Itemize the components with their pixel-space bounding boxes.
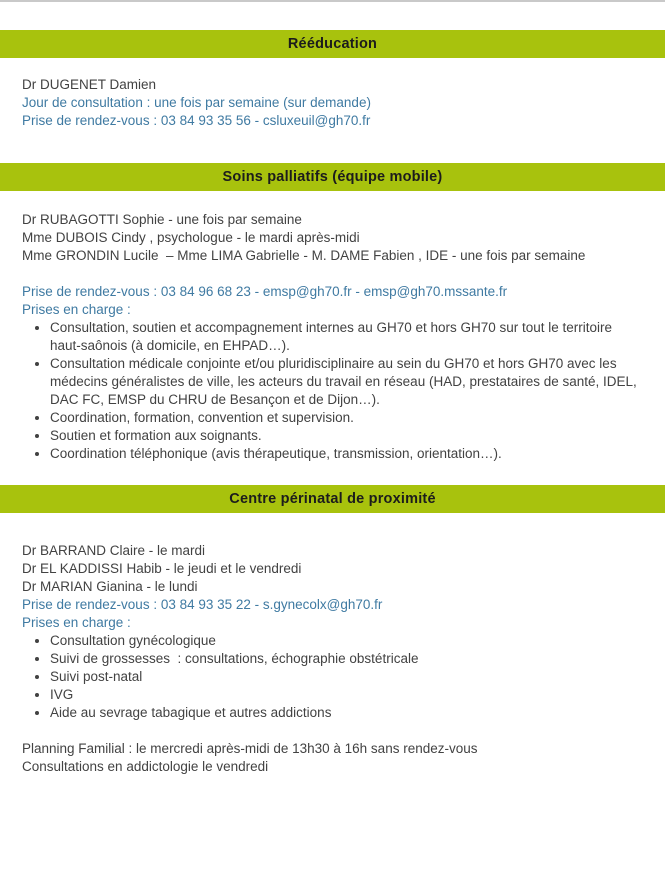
staff-line: Mme GRONDIN Lucile – Mme LIMA Gabrielle - M. DAME Fabien , IDE - une fois par semaine	[22, 248, 586, 263]
top-divider	[0, 0, 665, 2]
bullet-item: • Consultation, soutien et accompagnement internes au GH70 et hors GH70 sur tout le territoire haut-saônois (à domicile, en EHPAD…).	[50, 319, 640, 355]
footer-line: Planning Familial : le mercredi après-midi de 13h30 à 16h sans rendez-vous	[22, 741, 478, 756]
bullet-item: • IVG	[50, 686, 640, 704]
care-label-line: Prises en charge :	[22, 615, 131, 630]
staff-line: Dr EL KADDISSI Habib - le jeudi et le vendredi	[22, 561, 302, 576]
centre-perinatal-footer	[22, 740, 640, 776]
bullet-item: • Coordination téléphonique (avis thérapeutique, transmission, orientation…).	[50, 445, 640, 463]
bullet-item: • Soutien et formation aux soignants.	[50, 427, 640, 445]
appointment-line: Prise de rendez-vous : 03 84 93 35 56 - csluxeuil@gh70.fr	[22, 113, 371, 128]
bullet-item: • Suivi de grossesses : consultations, échographie obstétricale	[50, 650, 640, 668]
section-reeducation-content	[22, 76, 640, 130]
section-title: Rééducation	[287, 36, 378, 52]
section-title: Soins palliatifs (équipe mobile)	[222, 169, 443, 185]
section-soins-palliatifs-contact	[22, 283, 640, 319]
staff-line: Dr RUBAGOTTI Sophie - une fois par semaine	[22, 212, 302, 227]
staff-line: Mme DUBOIS Cindy , psychologue - le mardi après-midi	[22, 230, 360, 245]
staff-line: Dr MARIAN Gianina - le lundi	[22, 579, 198, 594]
bullet-item: • Suivi post-natal	[50, 668, 640, 686]
bullet-item: • Consultation gynécologique	[50, 632, 640, 650]
section-header-reeducation	[0, 30, 665, 58]
footer-line: Consultations en addictologie le vendredi	[22, 759, 269, 774]
staff-line: Dr DUGENET Damien	[22, 77, 157, 92]
bullet-item: • Aide au sevrage tabagique et autres addictions	[50, 704, 640, 722]
section-centre-perinatal-staff	[22, 542, 640, 632]
bullet-item: • Coordination, formation, convention et supervision.	[50, 409, 640, 427]
section-header-soins-palliatifs	[0, 163, 665, 191]
section-header-centre-perinatal	[0, 485, 665, 513]
appointment-line: Prise de rendez-vous : 03 84 96 68 23 - emsp@gh70.fr - emsp@gh70.mssante.fr	[22, 284, 508, 299]
appointment-line: Prise de rendez-vous : 03 84 93 35 22 - s.gynecolx@gh70.fr	[22, 597, 383, 612]
bullet-item: • Consultation médicale conjointe et/ou pluridisciplinaire au sein du GH70 et hors GH70 avec les médecins généralistes de ville, les acteurs du travail en réseau (HAD, prestataires de santé, IDEL, DAC FC, EMSP du CHRU de Besançon et de Dijon…).	[50, 355, 640, 409]
consultation-day-line: Jour de consultation : une fois par semaine (sur demande)	[22, 95, 371, 110]
staff-line: Dr BARRAND Claire - le mardi	[22, 543, 206, 558]
soins-palliatifs-bullet-list	[22, 319, 640, 463]
care-label-line: Prises en charge :	[22, 302, 131, 317]
section-soins-palliatifs-staff	[22, 211, 640, 265]
section-title: Centre périnatal de proximité	[229, 491, 436, 507]
centre-perinatal-bullet-list	[22, 632, 640, 722]
